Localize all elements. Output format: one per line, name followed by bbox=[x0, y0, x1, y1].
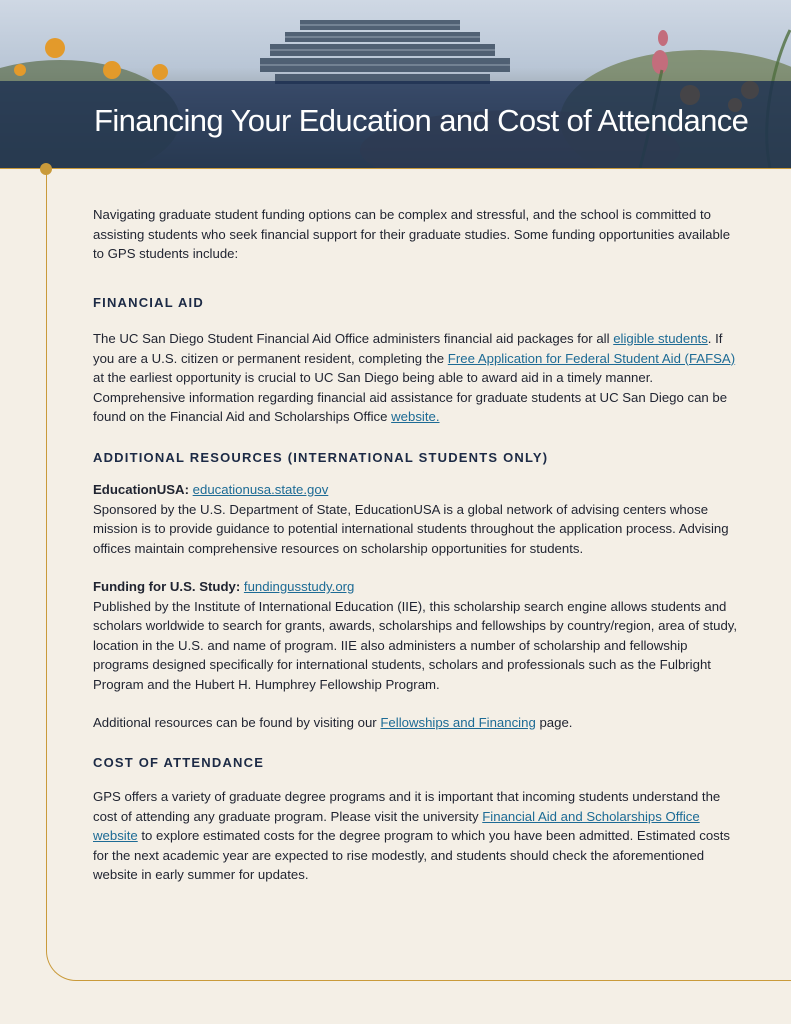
cost-text-2: to explore estimated costs for the degree program to which you have been admitted. Estimated costs for the next academic year are expected to rise modestly, and students should check the aforementioned website in early summer for updates. bbox=[93, 828, 731, 882]
cost-of-attendance-heading: COST OF ATTENDANCE bbox=[93, 754, 265, 770]
cost-text-1: GPS offers a variety of graduate degree programs and it is important that incoming students understand the cost of attending any graduate program. Please visit the university bbox=[93, 789, 721, 824]
educationusa-link[interactable]: educationusa.state.gov bbox=[192, 482, 329, 497]
financial-aid-text-2: . If you are a U.S. citizen or permanent resident, completing the bbox=[93, 331, 723, 366]
more-text-1: Additional resources can be found by visiting our bbox=[93, 715, 381, 730]
educationusa-block bbox=[93, 480, 743, 558]
financial-aid-text-1: The UC San Diego Student Financial Aid Office administers financial aid packages for all bbox=[93, 331, 614, 346]
funding-label: Funding for U.S. Study: bbox=[93, 579, 241, 594]
eligible-students-link[interactable]: eligible students bbox=[613, 331, 708, 346]
financial-aid-website-link[interactable]: website. bbox=[391, 409, 440, 424]
additional-resources-heading: ADDITIONAL RESOURCES (INTERNATIONAL STUDENTS ONLY) bbox=[93, 449, 549, 465]
financial-aid-heading: FINANCIAL AID bbox=[93, 294, 204, 310]
funding-description: Published by the Institute of International Education (IIE), this scholarship search engine allows students and scholars worldwide to search for grants, awards, scholarships and fellowships by country/region, area of study, location in the U.S. and name of program. IIE also administers a number of scholarship and fellowship programs designed specifically for international students, scholars and professionals such as the Fulbright Program and the Hubert H. Humphrey Fellowship Program. bbox=[93, 598, 738, 692]
financial-aid-text-3: at the earliest opportunity is crucial to UC San Diego being able to award aid in a timely manner. Comprehensive information regarding financial aid assistance for graduate students at UC San Diego can be found on the Financial Aid and Scholarships Office bbox=[93, 370, 728, 424]
page-title: Financing Your Education and Cost of Attendance bbox=[94, 103, 749, 138]
fellowships-financing-link[interactable]: Fellowships and Financing bbox=[380, 715, 536, 730]
gold-dot-ornament bbox=[40, 163, 52, 175]
main-content bbox=[93, 205, 743, 885]
additional-resources-paragraph bbox=[93, 713, 743, 733]
fafsa-link[interactable]: Free Application for Federal Student Aid (FAFSA) bbox=[447, 350, 736, 366]
more-text-2: page. bbox=[535, 715, 573, 730]
financial-aid-office-website-link[interactable]: Financial Aid and Scholarships Office website bbox=[93, 808, 700, 843]
cost-paragraph bbox=[93, 787, 743, 885]
educationusa-description: Sponsored by the U.S. Department of State, EducationUSA is a global network of advising centers whose mission is to provide guidance to potential international students throughout the application process. Advising offices maintain comprehensive resources on scholarship opportunities for students. bbox=[93, 501, 729, 556]
fundingusstudy-link[interactable]: fundingusstudy.org bbox=[243, 579, 355, 594]
financial-aid-paragraph bbox=[93, 329, 743, 427]
educationusa-label: EducationUSA: bbox=[93, 482, 189, 497]
funding-block bbox=[93, 577, 743, 694]
intro-paragraph: Navigating graduate student funding options can be complex and stressful, and the school is committed to assisting students who seek financial support for their graduate studies. Some funding opportunities available to GPS students include: bbox=[93, 207, 731, 261]
